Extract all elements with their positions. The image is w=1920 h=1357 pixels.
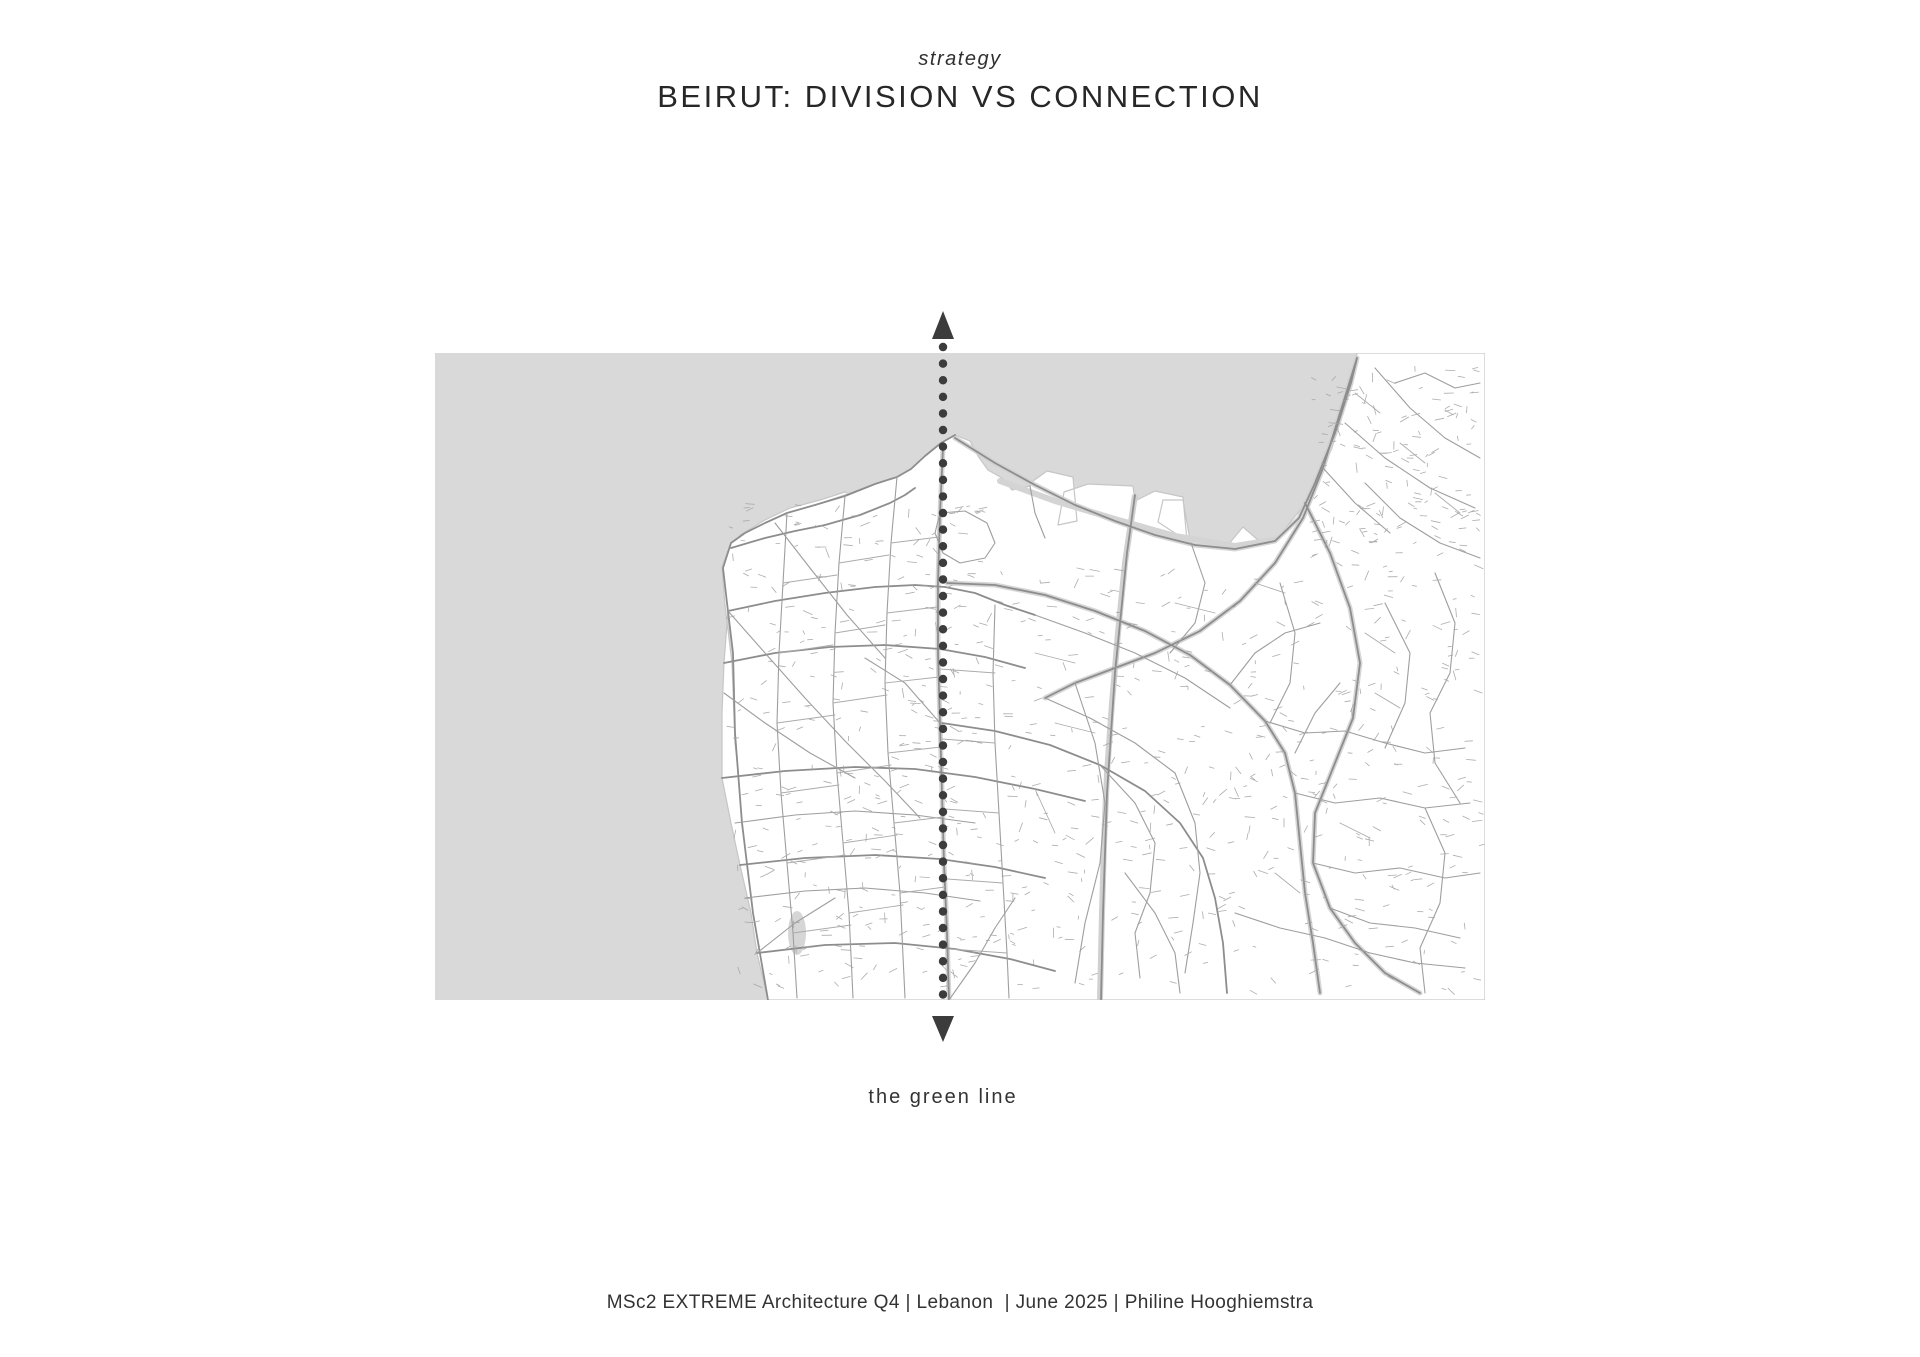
page-title: BEIRUT: DIVISION VS CONNECTION	[657, 79, 1263, 114]
title-block	[0, 48, 1920, 115]
beirut-map-svg	[435, 353, 1485, 1000]
map-caption: the green line	[868, 1086, 1018, 1108]
green-line-arrow-down-icon	[932, 1016, 954, 1042]
footer-credit: MSc2 EXTREME Architecture Q4 | Lebanon | June 2025 | Philine Hooghiemstra	[606, 1292, 1314, 1313]
green-line-arrow-up-icon	[932, 311, 954, 339]
eyebrow-label: strategy	[918, 48, 1002, 70]
green-line-annotation	[929, 306, 957, 1048]
beirut-map	[435, 353, 1485, 1000]
